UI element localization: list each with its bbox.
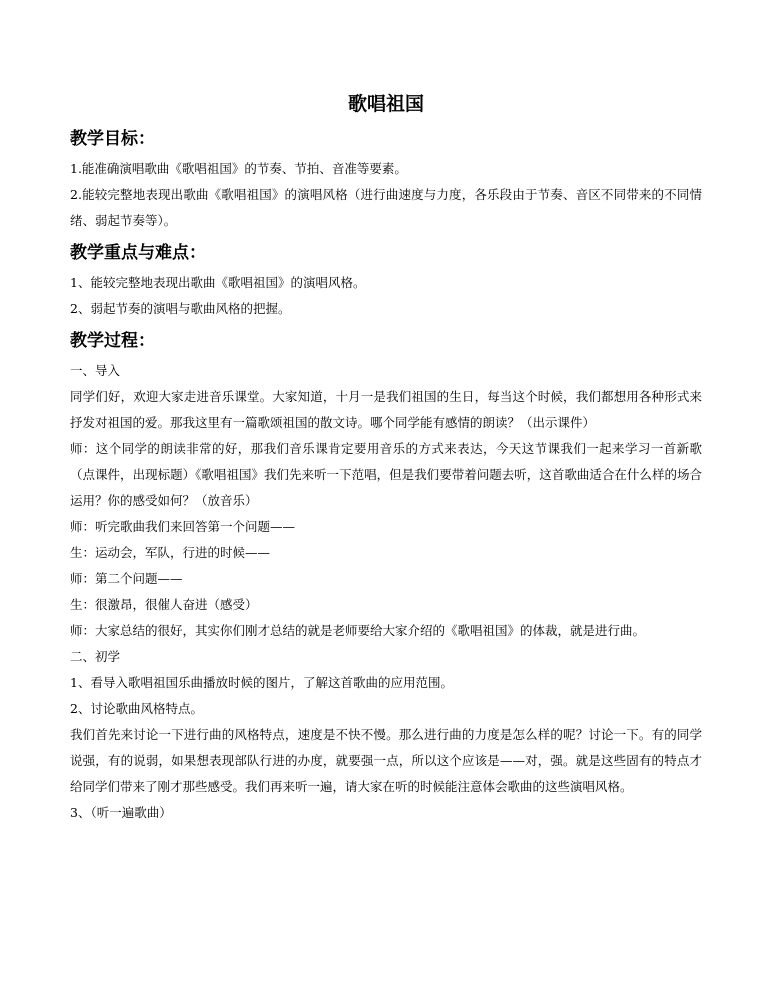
paragraph: 一、导入 xyxy=(70,363,121,378)
paragraph: 3、（听一遍歌曲） xyxy=(70,805,172,820)
section-heading: 教学过程： xyxy=(70,331,155,351)
paragraph: 2、弱起节奏的演唱与歌曲风格的把握。 xyxy=(70,301,291,316)
paragraph: 生：运动会，军队，行进的时候—— xyxy=(70,545,271,560)
paragraph: 师：大家总结的很好，其实你们刚才总结的就是老师要给大家介绍的《歌唱祖国》的体裁，就是进行曲。 xyxy=(70,623,646,638)
paragraph: 师：听完歌曲我们来回答第一个问题—— xyxy=(70,519,296,534)
paragraph: 师：这个同学的朗读非常的好，那我们音乐课肯定要用音乐的方式来表达，今天这节课我们一起来学习一首新歌（点课件，出现标题）《歌唱祖国》我们先来听一下范唱，但是我们要带着问题去听，这首歌曲适合在什么样的场合运用？你的感受如何？（放音乐） xyxy=(70,441,702,508)
paragraph: 2、讨论歌曲风格特点。 xyxy=(70,701,203,716)
paragraph: 师：第二个问题—— xyxy=(70,571,183,586)
paragraph: 2.能较完整地表现出歌曲《歌唱祖国》的演唱风格（进行曲速度与力度，各乐段由于节奏、音区不同带来的不同情绪、弱起节奏等）。 xyxy=(70,187,702,228)
section-heading: 教学目标： xyxy=(70,129,155,149)
paragraph: 1、能较完整地表现出歌曲《歌唱祖国》的演唱风格。 xyxy=(70,275,366,290)
section-process xyxy=(70,328,702,826)
document-title: 歌唱祖国 xyxy=(347,93,424,115)
section-heading: 教学重点与难点： xyxy=(70,243,206,263)
paragraph: 1.能准确演唱歌曲《歌唱祖国》的节奏、节拍、音准等要素。 xyxy=(70,161,407,176)
paragraph: 我们首先来讨论一下进行曲的风格特点，速度是不快不慢。那么进行曲的力度是怎么样的呢？讨论一下。有的同学说强，有的说弱，如果想表现部队行进的办度，就要强一点，所以这个应该是——对，强。就是这些固有的特点才给同学们带来了刚才那些感受。我们再来听一遍，请大家在听的时候能注意体会歌曲的这些演唱风格。 xyxy=(70,727,702,794)
paragraph: 二、初学 xyxy=(70,649,121,664)
section-objectives xyxy=(70,126,702,234)
document-page xyxy=(70,90,702,826)
paragraph: 同学们好，欢迎大家走进音乐课堂。大家知道，十月一是我们祖国的生日，每当这个时候，我们都想用各种形式来抒发对祖国的爱。那我这里有一篇歌颂祖国的散文诗。哪个同学能有感情的朗读？（出示课件） xyxy=(70,389,702,430)
paragraph: 生：很激昂，很催人奋进（感受） xyxy=(70,597,258,612)
section-key-points xyxy=(70,240,702,322)
paragraph: 1、看导入歌唱祖国乐曲播放时候的图片，了解这首歌曲的应用范围。 xyxy=(70,675,453,690)
